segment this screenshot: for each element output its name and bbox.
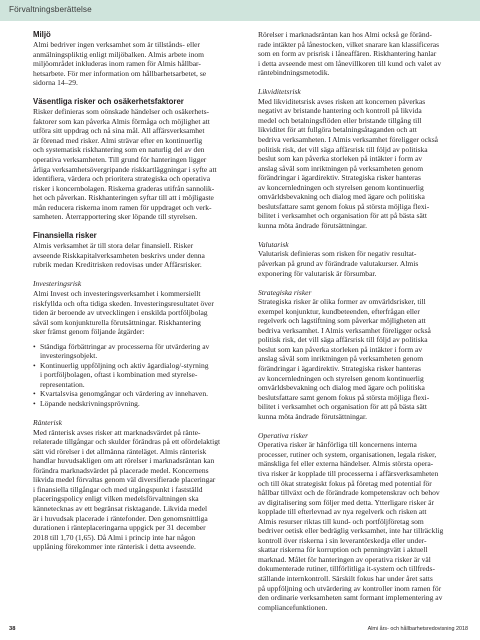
section-title: Förvaltningsberättelse xyxy=(9,5,92,14)
header-bar xyxy=(0,0,480,21)
liquidity-risk-paragraph: Med likviditetsrisk avses risken att koncernen påverkas negativt av bristande hantering och kontroll på likvida medel och betalningsflöden eller bristande tillgång till likviditet för att fullgöra betalningsåtaganden och att bedriva verksamheten. I Almis verksamhet föreligger också politisk risk, det vill säga affärsrisk till följd av politiska beslut som kan påverka storleken på intäkter i form av anslag såväl som inriktningen på verksamheten genom förändringar i ägardirektiv. Strategiska risker hanteras av koncernledningen och styrelsen genom kontinuerlig omvärldsbevakning och dialog med ägare och politiska beslutsfattare samt genom fokus på största möjliga flexi- bilitet i verksamhet och organisation för att på bästa sätt kunna möta ändrade förutsättningar. xyxy=(258,96,439,230)
measures-list xyxy=(33,342,229,409)
interest-risk-heading: Ränterisk xyxy=(33,418,62,428)
investment-risk-paragraph: Almi Invest och investeringsverksamhet i kommersiellt riskfyllda och ofta tidiga skeden. Investeringsresultatet över tiden är beroende av utvecklingen i enskilda portföljbolag såväl som konjunkturella förutsättningar. Riskhantering sker främst genom följande åtgärder: xyxy=(33,288,214,337)
investment-risk-heading: Investeringsrisk xyxy=(33,279,82,289)
strategic-risk-paragraph: Strategiska risker är olika former av omvärldsrisker, till exempel konjunktur, kundbeteenden, efterfrågan eller regelverk och lagstiftning som påverkar möjligheten att bedriva verksamhet. I Almis verksamhet föreligger också politisk risk, det vill säga affärsrisk till följd av politiska beslut som kan påverka storleken på intäkter i form av anslag såväl som inriktningen på verksamheten genom förändringar i ägardirektiv. Strategiska risker hanteras av koncernledningen och styrelsen genom kontinuerlig omvärldsbevakning och dialog med ägare och politiska beslutsfattare samt genom fokus på största möjliga flexi- bilitet i verksamhet och organisation för att på bästa sätt kunna möta ändrade förutsättningar. xyxy=(258,297,431,421)
operational-risk-paragraph: Operativa risker är hänförliga till koncernens interna processer, rutiner och system, organisationen, legala risker, mänskliga fel eller externa händelser. Almis största opera- tiva risker är kopplade till processerna i affärsverksamheten och till ökat strategiskt fokus på företag med potential för hållbar tillväxt och de förändrade kompetenskrav och behov av digitalisering som följer med detta. Ytterligare risker är kopplade till efterlevnad av nya regelverk och risken att Almis resurser riktas till kund- och portföljföretag som bedriver oetisk eller bedräglig verksamhet, inte har tillräcklig kontroll över riskerna i sin leverantörskedja eller under- skattar riskerna för korruption och penningtvätt i aktuell marknad. Målet för hanteringen av operativa risker är väl dokumenterade rutiner, tillförlitliga it-system och tillfreds- ställande internkontroll. Särskilt fokus har under året satts på uppföljning och utvärdering av kontroller inom ramen för den ordinarie verksamheten samt formant implementering av compliancefunktionen. xyxy=(258,440,444,612)
document-title: Almi års- och hållbarhetsredovisning 2018 xyxy=(367,626,468,632)
risk-paragraph: Risker definieras som oönskade händelser och osäkerhets- faktorer som kan påverka Almis förmåga och möjlighet att utföra sitt uppdrag och nå sina mål. All affärsverksamhet är förenad med risker. Almi strävar efter en kontinuerlig och systematisk riskhantering som en naturlig del av den operativa verksamheten. Till grund för hanteringen ligger årliga verksamhetsövergripande riskkartläggningar i syfte att identifiera, värdera och prioritera strategiska och operativa risker i koncernbolagen. Riskerna graderas utifrån sannolik- het och påverkan. Riskhanteringen syftar till att i möjligaste mån reducera riskerna inom ramen för uppdraget och verk- samheten. Återrapportering sker löpande till styrelsen. xyxy=(33,107,217,222)
right-column xyxy=(258,30,454,612)
operational-risk-heading: Operativa risker xyxy=(258,430,309,440)
financial-risk-heading: Finansiella risker xyxy=(33,231,97,241)
currency-risk-heading: Valutarisk xyxy=(258,239,289,249)
intro-paragraph: Rörelser i marknadsräntan kan hos Almi också ge föränd- rade intäkter på lånestocken, vilket snarare kan klassificeras som en form av prisrisk i låneaffären. Riskhantering hanlar i detta avseende mest om lånevillkoren till kund och valet av räntebindningsmetodik. xyxy=(258,30,442,78)
currency-risk-paragraph: Valutarisk definieras som risken för negativ resultat- påverkan på grund av förändrade valutakurser. Almis exponering för valutarisk är försumbar. xyxy=(258,249,419,278)
list-item: • Ständiga förbättringar av processerna för utvärdering av investeringsobjekt. xyxy=(33,341,210,361)
miljo-paragraph: Almi bedriver ingen verksamhet som är tillstånds- eller anmälningspliktig enligt miljöbalken. Almis arbete inom miljöområdet inkluderas inom ramen för Almis hållbar- hetsarbete. För mer information om hållbarhetsarbetet, se sidorna 14–29. xyxy=(33,40,207,88)
left-column xyxy=(33,30,229,552)
financial-risk-paragraph: Almis verksamhet är till stora delar finansiell. Risker avseende Riskkapitalverksamheten beskrivs under denna rubrik medan Kreditrisken redovisas under Affärsrisker. xyxy=(33,241,205,270)
risk-heading: Väsentliga risker och osäkerhetsfaktorer xyxy=(33,97,184,107)
interest-risk-paragraph: Med ränterisk avses risker att marknadsvärdet på ränte- relaterade tillgångar och skulder förändras på ett ofördelaktigt sätt vid rörelser i det allmänna ränteläget. Almis ränterisk handlar huvudsakligen om att rörelser i marknadsräntan kan förändra marknadsvärdet på placerade medel. Koncernens likvida medel förvaltas genom väl diversifierade placeringar i finansiella tillgångar och med utgångspunkt i fastställd placeringspolicy enligt vilken medelsförvaltningen ska kännetecknas av ett begränsat risktagande. Likvida medel är i huvudsak placerade i räntefonder. Den genomsnittliga durationen i ränteplaceringarna uppgick per 31 december 2018 till 1,70 (1,65). Då Almi i princip inte har någon upplåning förekommer inte ränterisk i detta avseende. xyxy=(33,427,221,552)
liquidity-risk-heading: Likviditetsrisk xyxy=(258,87,301,97)
miljo-heading: Miljö xyxy=(33,30,51,39)
page-number: 38 xyxy=(9,626,16,632)
strategic-risk-heading: Strategiska risker xyxy=(258,287,312,297)
list-item: • Löpande nedskrivningsprövning. xyxy=(33,399,140,408)
list-item: • Kontinuerlig uppföljning och aktiv ägardialog/-styrning i portföljbolagen, oftast i kombination med styrelse- representation. xyxy=(33,360,209,389)
list-item: • Kvartalsvisa genomgångar och värdering av innehaven. xyxy=(33,389,209,399)
